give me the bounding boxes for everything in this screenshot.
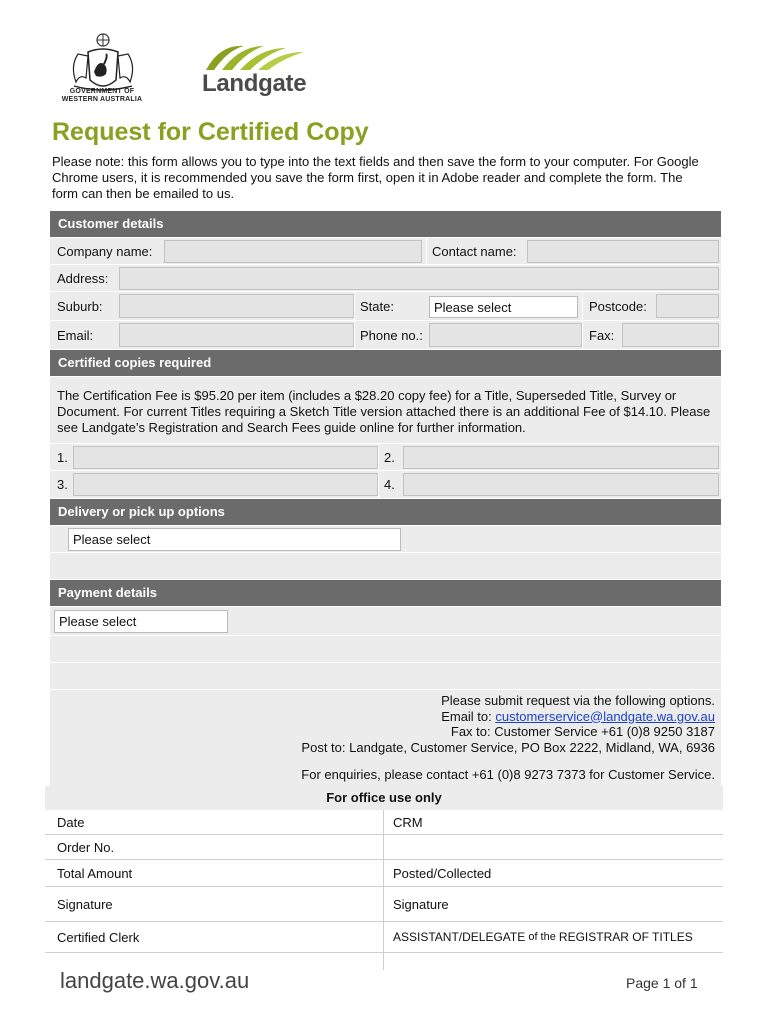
copy-3-field[interactable] (73, 473, 378, 496)
payment-select-value: Please select (59, 614, 137, 629)
page-title: Request for Certified Copy (52, 118, 369, 146)
landgate-leaf-logo-icon (200, 40, 310, 72)
copy-3-label: 3. (57, 477, 68, 492)
total-amount-label: Total Amount (57, 865, 133, 881)
state-label: State: (360, 298, 394, 314)
column-divider (582, 292, 583, 320)
fax-label: Fax: (589, 327, 615, 343)
order-no-label: Order No. (57, 839, 115, 855)
column-divider (354, 292, 355, 320)
footer-page-number: Page 1 of 1 (626, 975, 698, 991)
payment-heading: Payment details (50, 580, 721, 607)
contact-name-label: Contact name: (432, 243, 517, 259)
office-use-table (45, 786, 723, 953)
delivery-select-row (50, 526, 721, 553)
address-field[interactable] (119, 267, 719, 290)
office-use-heading: For office use only (45, 786, 723, 810)
email-field[interactable] (119, 323, 354, 347)
payment-select[interactable] (54, 610, 228, 633)
signature-right-label: Signature (393, 896, 449, 912)
assistant-delegate-text: ASSISTANT/DELEGATE (393, 930, 526, 944)
signature-left-label: Signature (57, 896, 113, 912)
fax-field[interactable] (622, 323, 719, 347)
copy-row-3-4 (50, 471, 721, 499)
customer-details-heading: Customer details (50, 211, 721, 238)
delivery-select[interactable] (68, 528, 401, 551)
column-divider (378, 471, 379, 498)
email-prefix: Email to: (441, 708, 496, 724)
suburb-state-postcode-row (50, 292, 721, 321)
office-row-signature (45, 887, 723, 922)
postcode-label: Postcode: (589, 298, 647, 314)
payment-select-row (50, 607, 721, 636)
submit-email-line (50, 709, 715, 725)
payment-blank-row-2 (50, 663, 721, 690)
copy-1-label: 1. (57, 449, 68, 465)
phone-field[interactable] (429, 323, 582, 347)
office-row-clerk (45, 922, 723, 953)
submission-info (50, 690, 721, 789)
copy-2-label: 2. (384, 449, 395, 465)
copy-4-label: 4. (384, 477, 395, 492)
copy-4-field[interactable] (403, 473, 719, 496)
request-form (50, 211, 721, 789)
registrar-text: REGISTRAR OF TITLES (558, 930, 693, 944)
company-contact-row (50, 238, 721, 265)
column-divider (582, 321, 583, 349)
contact-name-field[interactable] (527, 240, 719, 263)
office-row-date (45, 810, 723, 835)
email-phone-fax-row (50, 321, 721, 350)
postcode-field[interactable] (656, 294, 719, 318)
state-select[interactable] (429, 296, 578, 318)
column-divider (426, 238, 427, 264)
email-label: Email: (57, 327, 94, 343)
state-select-value: Please select (434, 299, 512, 315)
certified-clerk-label: Certified Clerk (57, 929, 140, 945)
posted-collected-label: Posted/Collected (393, 865, 492, 881)
column-divider (354, 321, 355, 349)
submit-post: Post to: Landgate, Customer Service, PO Box 2222, Midland, WA, 6936 (301, 739, 715, 755)
customer-service-email-link[interactable]: customerservice@landgate.wa.gov.au (495, 708, 715, 724)
delivery-select-value: Please select (73, 532, 151, 547)
column-divider (378, 444, 379, 470)
copy-2-field[interactable] (403, 446, 719, 469)
office-row-order (45, 835, 723, 860)
submit-fax: Fax to: Customer Service +61 (0)8 9250 3187 (450, 724, 715, 739)
copy-1-field[interactable] (73, 446, 378, 469)
of-the-text: of the (525, 931, 559, 943)
delivery-heading: Delivery or pick up options (50, 499, 721, 526)
suburb-label: Suburb: (57, 298, 103, 314)
footer-website: landgate.wa.gov.au (60, 968, 250, 993)
delivery-blank-row (50, 553, 721, 580)
address-label: Address: (57, 270, 109, 286)
certified-copies-heading: Certified copies required (50, 350, 721, 377)
government-label (52, 88, 152, 104)
crm-label: CRM (393, 814, 423, 830)
payment-blank-row-1 (50, 636, 721, 663)
enquiries-text: For enquiries, please contact +61 (0)8 9273 7373 for Customer Service. (301, 767, 715, 782)
phone-label: Phone no.: (360, 327, 423, 343)
registrar-label (393, 922, 693, 952)
gov-line-2: WESTERN AUSTRALIA (61, 96, 143, 103)
gov-line-1: GOVERNMENT OF (69, 88, 135, 95)
certification-fee-text: The Certification Fee is $95.20 per item (includes a $28.20 copy fee) for a Title, Superseded Title, Survey or Document. For current Titles requiring a Sketch Title version attached there is an additional Fee of $14.10. Please see Landgate’s Registration and Search Fees guide online for further information. (50, 377, 721, 444)
address-row (50, 265, 721, 292)
copy-row-1-2 (50, 444, 721, 471)
company-name-field[interactable] (164, 240, 422, 263)
landgate-wordmark: Landgate (202, 70, 307, 97)
intro-note: Please note: this form allows you to type into the text fields and then save the form to your computer. For Google Chrome users, it is recommended you save the form first, open it in Adobe reader and complete the form. The form can then be emailed to us. (52, 154, 699, 201)
office-row-total (45, 860, 723, 887)
suburb-field[interactable] (119, 294, 354, 318)
date-label: Date (57, 814, 85, 830)
submit-intro: Please submit request via the following options. (441, 693, 715, 708)
company-name-label: Company name: (57, 243, 153, 259)
